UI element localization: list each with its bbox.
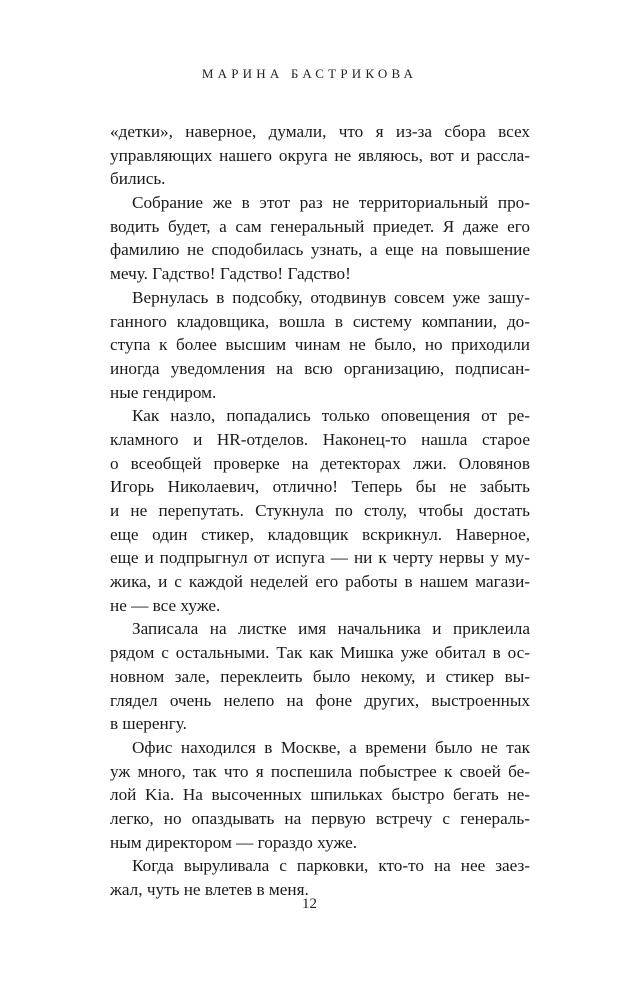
- text-line: мечу. Гадство! Гадство! Гадство!: [110, 264, 351, 284]
- paragraph: [110, 191, 530, 286]
- running-header-author: МАРИНА БАСТРИКОВА: [201, 66, 418, 81]
- text-line: Собрание же в этот раз не территориальный про-: [132, 193, 530, 213]
- paragraph: [110, 617, 530, 735]
- text-line: Записала на листке имя начальника и приклеила: [132, 619, 530, 639]
- text-line: кламного и HR-отделов. Наконец-то нашла старое: [110, 429, 530, 449]
- text-line: о всеобщей проверке на детекторах лжи. Оловянов: [110, 453, 530, 473]
- paragraph: [110, 286, 530, 404]
- text-line: Офис находился в Москве, а времени было не так: [132, 737, 530, 757]
- text-line: фамилию не сподобилась узнать, а еще на повышение: [110, 240, 530, 260]
- paragraph: [110, 736, 530, 854]
- text-line: бились.: [110, 169, 166, 189]
- text-line: в шеренгу.: [110, 714, 187, 734]
- text-line: иногда уведомления на всю организацию, подписан-: [110, 358, 530, 378]
- text-line: не — все хуже.: [110, 595, 221, 615]
- text-line: Вернулась в подсобку, отодвинув совсем уже зашу-: [132, 287, 530, 307]
- paragraph: [110, 404, 530, 617]
- text-line: Игорь Николаевич, отлично! Теперь бы не забыть: [110, 477, 530, 497]
- text-line: новном зале, переклеить было некому, и стикер вы-: [110, 666, 530, 686]
- paragraph: [110, 120, 530, 191]
- text-line: жика, и с каждой неделей его работы в нашем магази-: [110, 572, 530, 592]
- text-line: ные гендиром.: [110, 382, 217, 402]
- text-line: лой Kia. На высоченных шпильках быстро бегать не-: [110, 785, 530, 805]
- text-line: рядом с остальными. Так как Мишка уже обитал в ос-: [110, 643, 530, 663]
- text-line: еще один стикер, кладовщик вскрикнул. Наверное,: [110, 524, 530, 544]
- body-text: [110, 120, 530, 902]
- text-line: Когда выруливала с парковки, кто-то на нее заез-: [132, 856, 530, 876]
- text-line: управляющих нашего округа не являюсь, вот и рассла-: [110, 145, 530, 165]
- text-line: «детки», наверное, думали, что я из-за сбора всех: [110, 122, 530, 141]
- text-line: ступа к более высшим чинам не было, но приходили: [110, 335, 530, 355]
- text-line: глядел очень нелепо на фоне других, выстроенных: [110, 690, 530, 710]
- text-line: легко, но опаздывать на первую встречу с генераль-: [110, 808, 530, 828]
- paragraph: [110, 854, 530, 901]
- text-line: ганного кладовщика, вошла в систему компании, до-: [110, 311, 530, 331]
- text-line: ным директором — гораздо хуже.: [110, 832, 358, 852]
- text-line: и не перепутать. Стукнула по столу, чтобы достать: [110, 501, 530, 520]
- page-number: 12: [302, 896, 317, 912]
- text-line: Как назло, попадались только оповещения от ре-: [132, 406, 530, 426]
- text-line: уж много, так что я поспешила побыстрее к своей бе-: [110, 761, 530, 781]
- text-line: жал, чуть не влетев в меня.: [110, 880, 309, 899]
- text-line: водить будет, а сам генеральный приедет. Я даже его: [110, 216, 530, 236]
- text-line: еще и подпрыгнул от испуга — ни к черту нервы у му-: [110, 548, 530, 568]
